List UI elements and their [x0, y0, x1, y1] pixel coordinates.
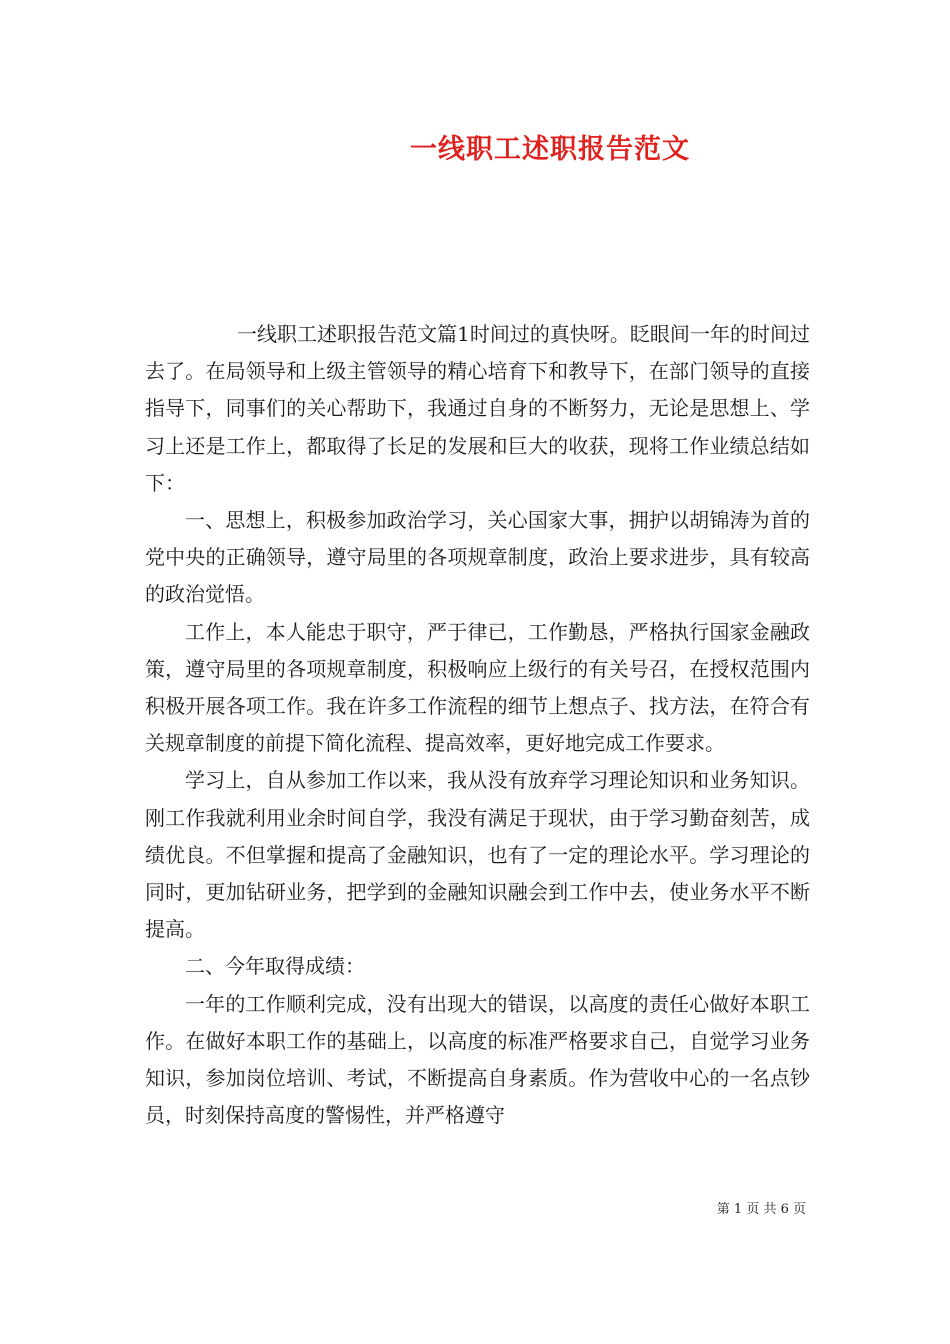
page-number: 第 1 页 共 6 页: [716, 1202, 806, 1217]
document-title: 一线职工述职报告范文: [410, 134, 690, 165]
paragraph-ideology: 一、思想上，积极参加政治学习，关心国家大事，拥护以胡锦涛为首的党中央的正确领导，遵守局里的各项规章制度，政治上要求进步，具有较高的政治觉悟。: [145, 508, 810, 607]
section-heading-achievements: 二、今年取得成绩：: [185, 954, 365, 979]
paragraph-work: 工作上，本人能忠于职守，严于律已，工作勤恳，严格执行国家金融政策，遵守局里的各项规章制度，积极响应上级行的有关号召，在授权范围内积极开展各项工作。我在许多工作流程的细节上想点子、找方法，在符合有关规章制度的前提下简化流程、提高效率，更好地完成工作要求。: [145, 619, 810, 756]
paragraph-achievements: 一年的工作顺利完成，没有出现大的错误，以高度的责任心做好本职工作。在做好本职工作的基础上，以高度的标准严格要求自己，自觉学习业务知识，参加岗位培训、考试，不断提高自身素质。作为营收中心的一名点钞员，时刻保持高度的警惕性，并严格遵守: [145, 991, 810, 1128]
paragraph-study: 学习上，自从参加工作以来，我从没有放弃学习理论知识和业务知识。刚工作我就利用业余时间自学，我没有满足于现状，由于学习勤奋刻苦，成绩优良。不但掌握和提高了金融知识，也有了一定的理论水平。学习理论的同时，更加钻研业务，把学到的金融知识融会到工作中去，使业务水平不断提高。: [145, 768, 810, 942]
paragraph-intro: 一线职工述职报告范文篇1时间过的真快呀。眨眼间一年的时间过去了。在局领导和上级主管领导的精心培育下和教导下，在部门领导的直接指导下，同事们的关心帮助下，我通过自身的不断努力，无论是思想上、学习上还是工作上，都取得了长足的发展和巨大的收获，现将工作业绩总结如下：: [145, 322, 810, 495]
document-body: [145, 316, 810, 1134]
